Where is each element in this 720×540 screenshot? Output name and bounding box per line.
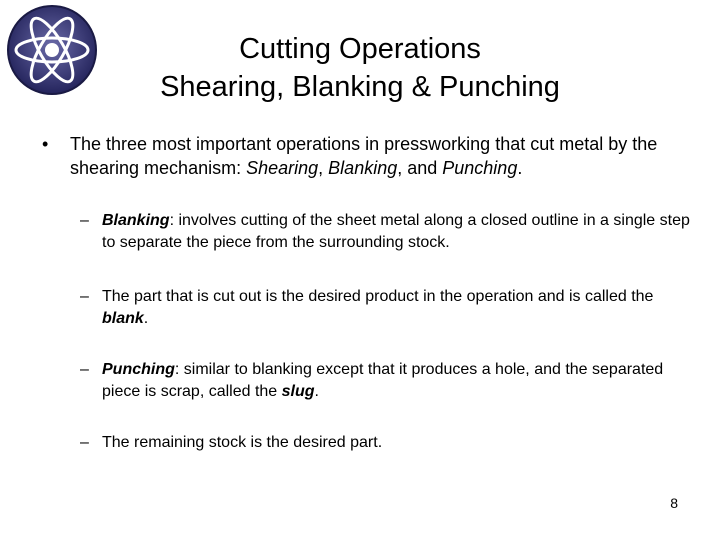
term-slug: slug bbox=[281, 383, 315, 400]
sub-bullet-text bbox=[102, 359, 690, 403]
sub-bullet-punching bbox=[80, 359, 690, 403]
sub4-text: The remaining stock is the desired part. bbox=[102, 434, 383, 451]
term-blanking: Blanking bbox=[328, 158, 398, 178]
sep-2: , and bbox=[397, 158, 443, 178]
term-punching-bold: Punching bbox=[102, 361, 175, 378]
dash-marker: – bbox=[80, 434, 89, 451]
sub2-end: . bbox=[143, 310, 149, 327]
bullet-text bbox=[70, 132, 682, 180]
sub-bullet-remaining bbox=[80, 432, 690, 454]
sub-bullet-text bbox=[102, 210, 690, 254]
sub2-text: The part that is cut out is the desired product in the operation and is called the bbox=[102, 288, 654, 305]
sep-1: , bbox=[318, 158, 329, 178]
sub-bullet-text bbox=[102, 286, 690, 330]
term-shearing: Shearing bbox=[246, 158, 319, 178]
sub1-text: : involves cutting of the sheet metal along a closed outline in a single step to separate the piece from the surrounding stock. bbox=[102, 212, 690, 251]
bullet-end: . bbox=[517, 158, 523, 178]
bullet-main bbox=[42, 132, 682, 180]
page-title bbox=[100, 30, 620, 106]
dash-marker: – bbox=[80, 212, 89, 229]
term-punching: Punching bbox=[442, 158, 518, 178]
term-blank: blank bbox=[102, 310, 144, 327]
term-blanking-bold: Blanking bbox=[102, 212, 170, 229]
page-number: 8 bbox=[670, 495, 678, 511]
sub-bullet-blank bbox=[80, 286, 690, 330]
title-line-2: Shearing, Blanking & Punching bbox=[160, 71, 560, 103]
dash-marker: – bbox=[80, 361, 89, 378]
dash-marker: – bbox=[80, 288, 89, 305]
atom-icon bbox=[6, 4, 98, 96]
title-line-1: Cutting Operations bbox=[239, 33, 481, 65]
bullet-marker: • bbox=[42, 134, 49, 154]
sub-bullet-blanking bbox=[80, 210, 690, 254]
sub3-end: . bbox=[314, 383, 319, 400]
sub3-text: : similar to blanking except that it produces a hole, and the separated piece is scrap, called the bbox=[102, 361, 664, 400]
bullet-text-a: The three most important operations in pressworking that cut metal by the shearing mechanism: bbox=[70, 134, 658, 178]
